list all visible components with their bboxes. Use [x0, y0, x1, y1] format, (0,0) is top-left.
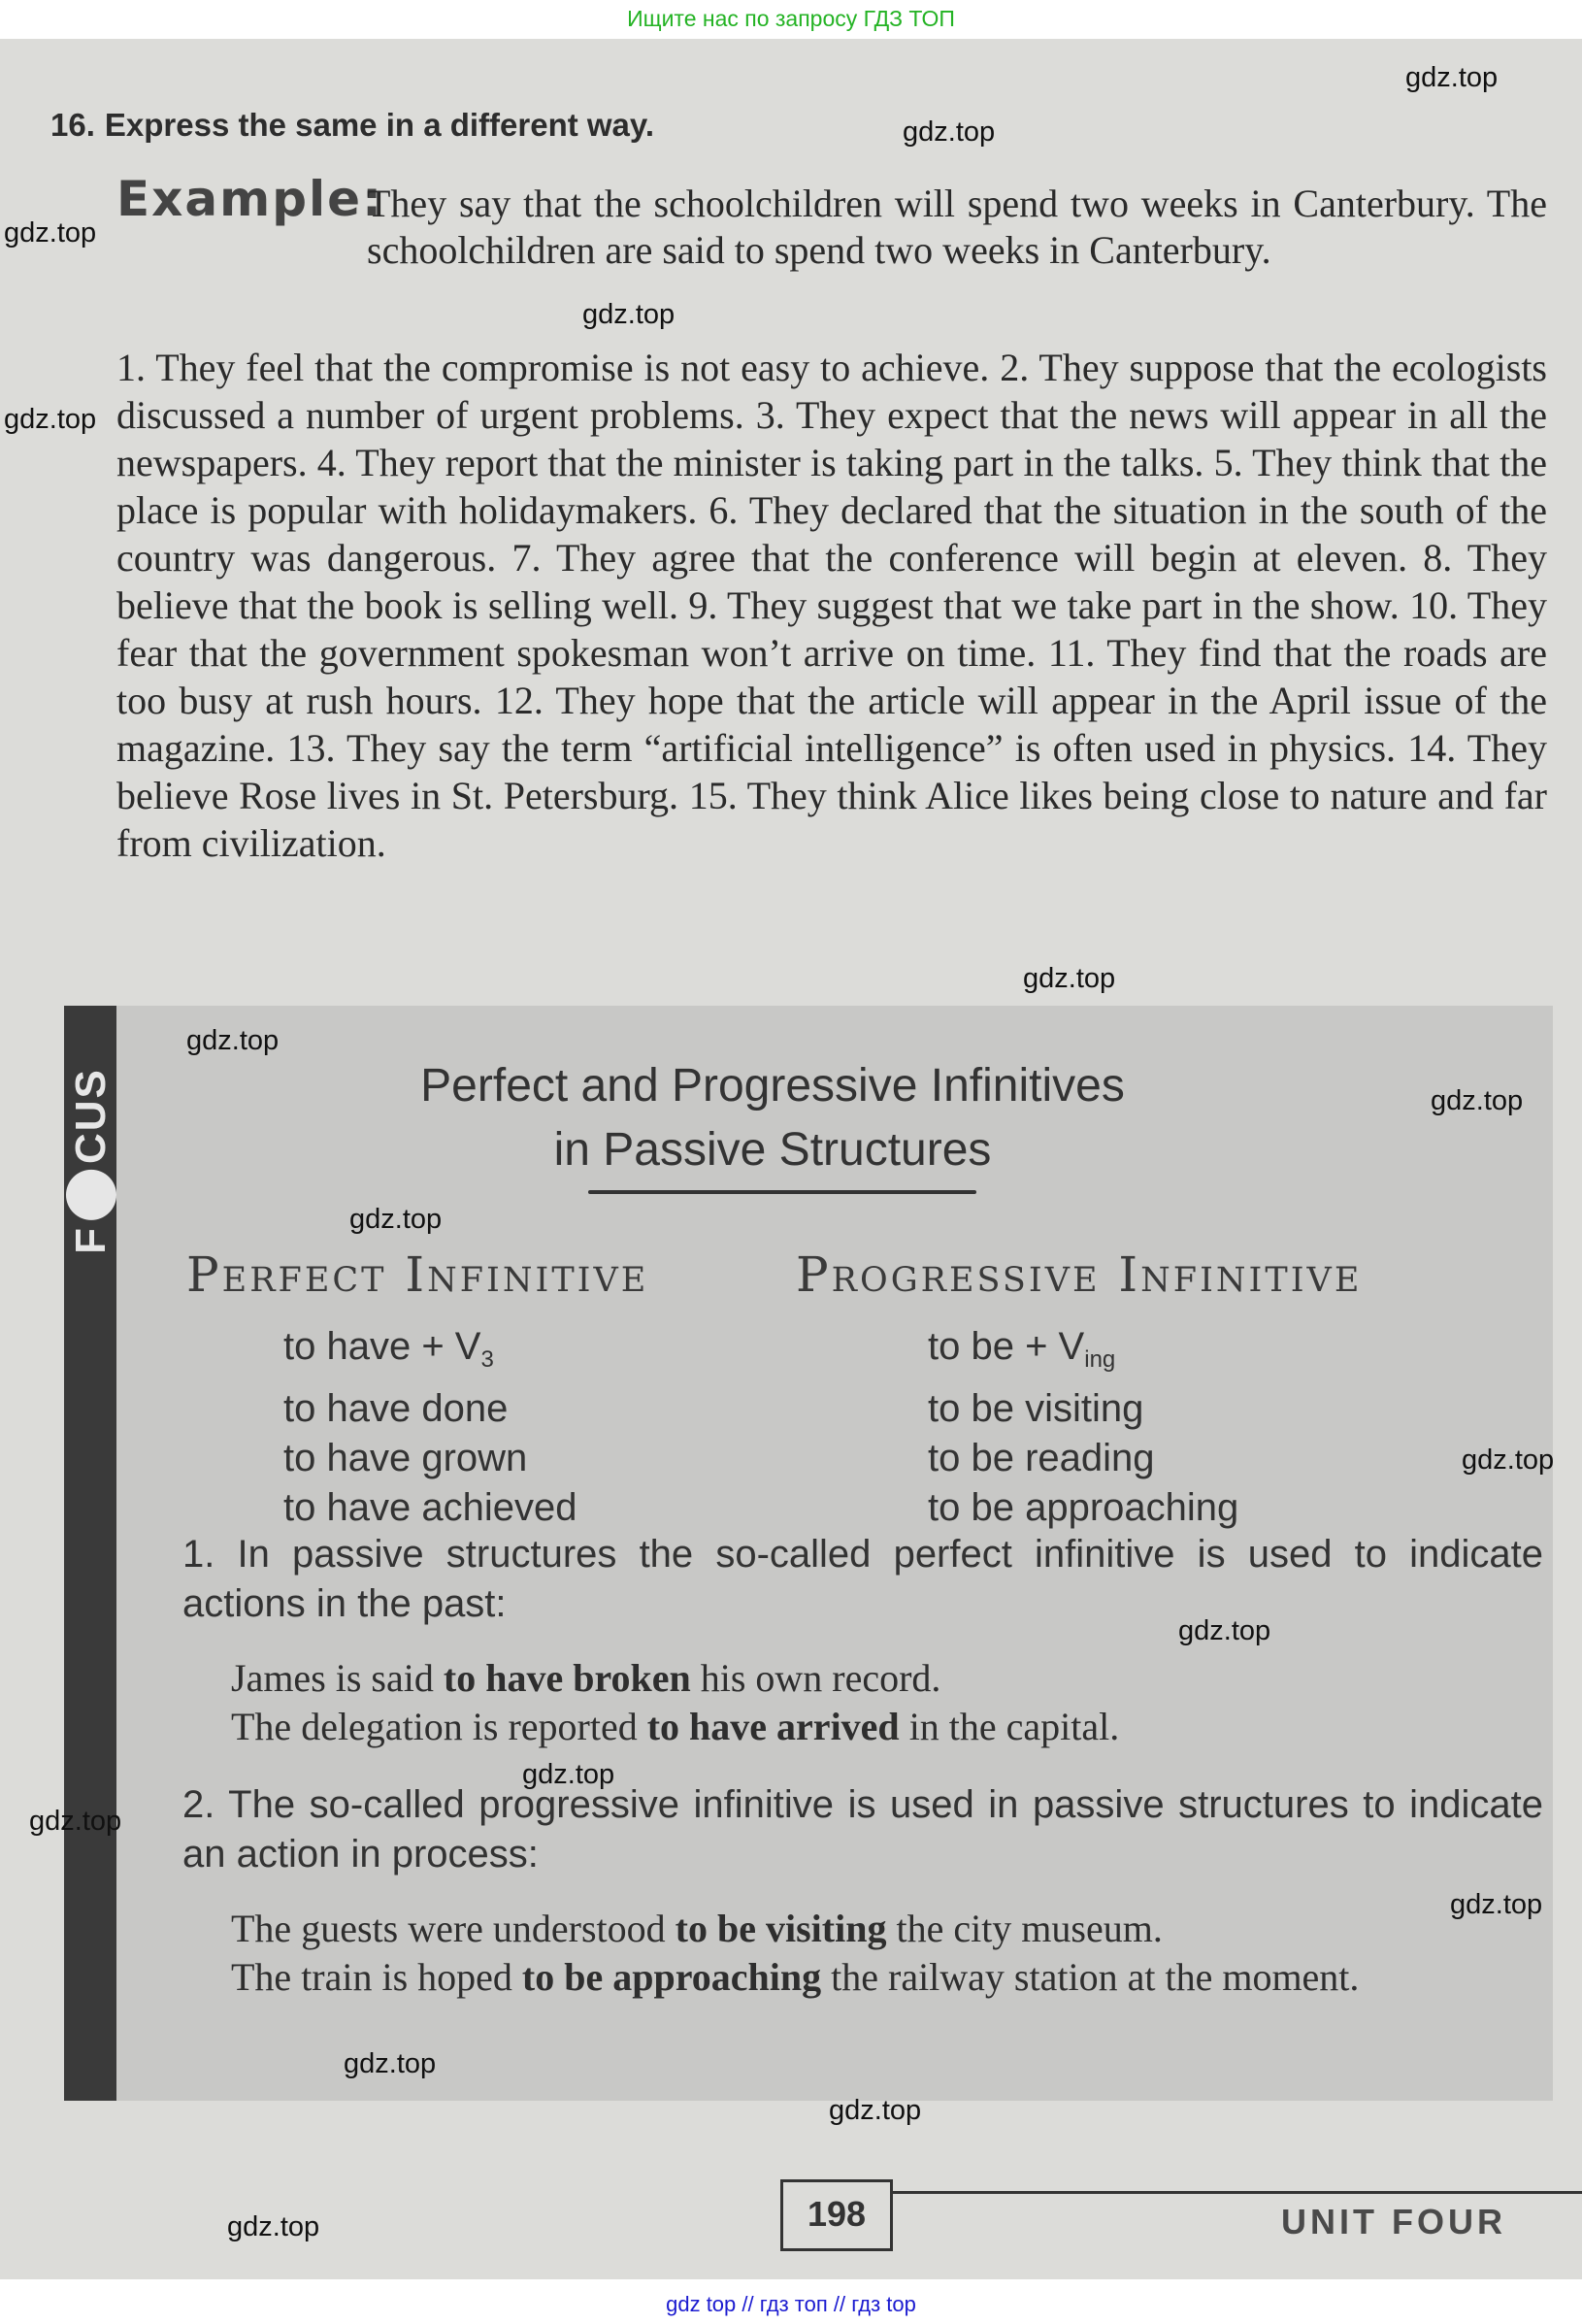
exercise-instruction: Express the same in a different way. [104, 107, 654, 143]
focus-circle-icon [66, 1170, 116, 1220]
perfect-example: to have achieved [283, 1486, 577, 1529]
example-label: Example: [116, 171, 384, 227]
page-number: 198 [780, 2179, 893, 2251]
rule-2: 2. The so-called progressive infinitive is used in passive structures to indicate an action in process: [182, 1783, 1543, 1876]
unit-label: UNIT FOUR [1281, 2202, 1506, 2241]
watermark: gdz.top [1431, 1085, 1524, 1116]
rule-1-examples [231, 1654, 1551, 1751]
perfect-formula: to have + $V_3$ [283, 1325, 494, 1373]
progressive-formula: to be + $V_{ing}$ [928, 1325, 1116, 1373]
watermark: gdz.top [349, 1204, 443, 1235]
example-sentence: The delegation is reported to have arrived in the capital. [231, 1705, 1120, 1748]
watermark: gdz.top [903, 116, 996, 148]
exercise-number: 16. [50, 107, 95, 143]
exercise-header [50, 107, 654, 144]
top-banner[interactable]: Ищите нас по запросу ГДЗ ТОП [627, 6, 955, 31]
example-sentence: The train is hoped to be approaching the railway station at the moment. [231, 1955, 1360, 1999]
watermark: gdz.top [1178, 1615, 1271, 1646]
focus-label [66, 1068, 116, 1254]
rule-2-examples [231, 1905, 1551, 2002]
progressive-heading: Progressive Infinitive [796, 1246, 1363, 1303]
example-sentence: The guests were understood to be visiting the city museum. [231, 1907, 1163, 1950]
bottom-banner[interactable]: gdz top // гдз топ // гдз top [666, 2292, 916, 2316]
footer-rule [893, 2191, 1582, 2194]
watermark: gdz.top [29, 1806, 122, 1837]
progressive-example: to be approaching [928, 1486, 1239, 1529]
example-sentence: James is said to have broken his own record. [231, 1656, 941, 1700]
watermark: gdz.top [186, 1025, 280, 1056]
watermark: gdz.top [522, 1759, 615, 1790]
focus-label-f: F [67, 1226, 115, 1254]
example-text: They say that the schoolchildren will spend two weeks in Canterbury. The schoolchildren are said to spend two weeks in Canterbury. [367, 182, 1547, 272]
watermark: gdz.top [1462, 1444, 1555, 1476]
watermark: gdz.top [1450, 1889, 1543, 1920]
focus-title-line2: in Passive Structures [553, 1124, 992, 1176]
watermark: gdz.top [4, 217, 97, 249]
exercise-sentences: 1. They feel that the compromise is not easy to achieve. 2. They suppose that the ecologists discussed a number of urgent problems. 3. They expect that the news will appear in all the newspapers. 4. They report that the minister is taking part in the talks. 5. They think that the place is popular with holidaymakers. 6. They declared that the situation in the south of the country was dangerous. 7. They agree that the conference will begin at eleven. 8. They believe that the book is selling well. 9. They suggest that we take part in the show. 10. They fear that the government spokesman won’t arrive on time. 11. They find that the roads are too busy at rush hours. 12. They hope that the article will appear in the April issue of the magazine. 13. They say the term “artificial intelligence” is often used in physics. 14. They believe Rose lives in St. Petersburg. 15. They think Alice likes being close to nature and far from civilization. [116, 346, 1547, 865]
rule-1: 1. In passive structures the so-called perfect infinitive is used to indicate actions in the past: [182, 1533, 1543, 1625]
progressive-list [928, 1322, 1238, 1533]
title-underline [588, 1190, 976, 1194]
perfect-example: to have done [283, 1387, 509, 1430]
focus-label-cus: CUS [67, 1068, 115, 1165]
focus-title-line1: Perfect and Progressive Infinitives [420, 1060, 1125, 1112]
progressive-example: to be reading [928, 1437, 1155, 1479]
watermark: gdz.top [227, 2211, 320, 2242]
watermark: gdz.top [829, 2095, 922, 2126]
focus-sidebar [64, 1006, 116, 2101]
perfect-heading: Perfect Infinitive [186, 1246, 649, 1303]
focus-title [287, 1054, 1258, 1182]
watermark: gdz.top [344, 2048, 437, 2079]
watermark: gdz.top [1405, 62, 1499, 93]
watermark: gdz.top [1023, 963, 1116, 994]
progressive-example: to be visiting [928, 1387, 1144, 1430]
textbook-page [0, 39, 1582, 2279]
perfect-example: to have grown [283, 1437, 528, 1479]
watermark: gdz.top [4, 404, 97, 435]
watermark: gdz.top [582, 299, 676, 330]
focus-box [64, 1006, 1553, 2101]
perfect-list [283, 1322, 577, 1533]
